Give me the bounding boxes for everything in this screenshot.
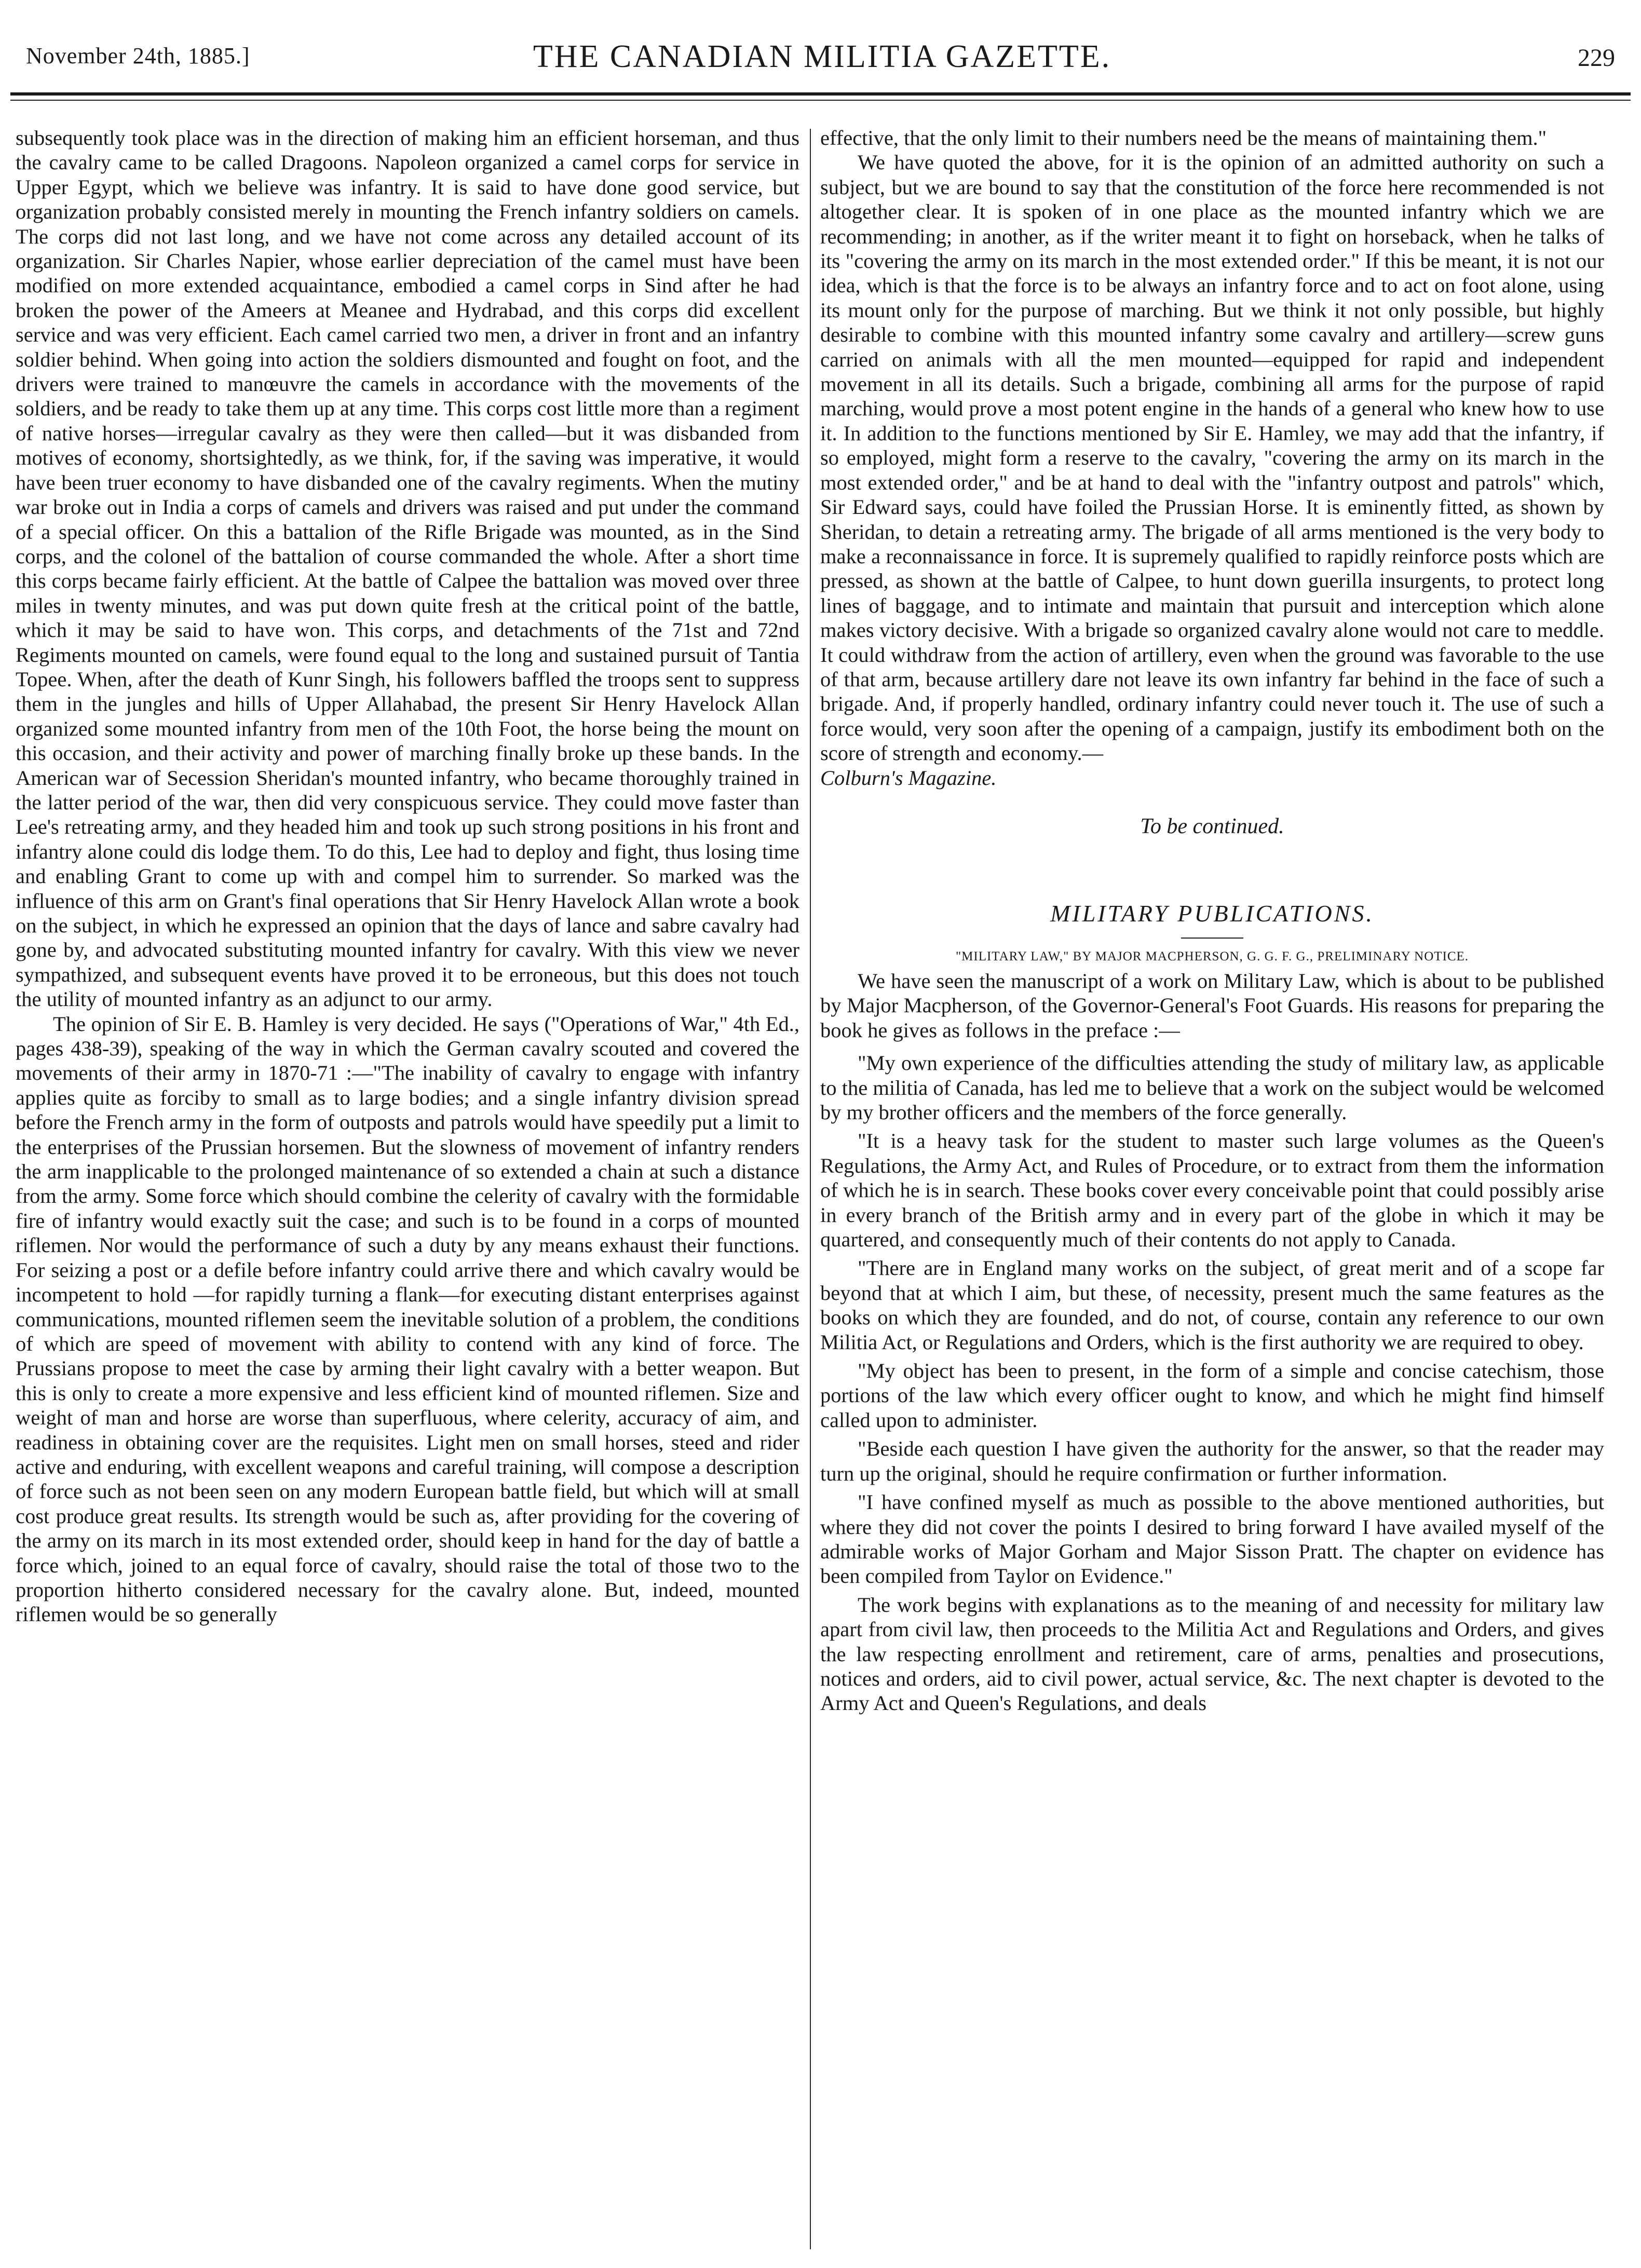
source-citation: Colburn's Magazine. [820,766,997,790]
issue-date: November 24th, 1885.] [26,43,250,69]
publication-paragraph: "I have confined myself as much as possible to the above mentioned authorities, but where they did not cover the points I desired to bring forward I have availed myself of the admirable works of Major Gorham and Major Sisson Pratt. The chapter on evidence has been compiled from Taylor on Evidence." [820,1490,1604,1588]
masthead [15,0,1630,78]
article-paragraph: effective, that the only limit to their numbers need be the means of maintaining them." [820,126,1547,150]
page-number: 229 [1578,44,1615,72]
publication-paragraph: "My object has been to present, in the form of a simple and concise catechism, those portions of the law which every officer ought to know, and which he might find himself called upon to administer. [820,1359,1604,1432]
publication-paragraph: We have seen the manuscript of a work on Military Law, which is about to be published by Major Macpherson, of the Governor-General's Foot Guards. His reasons for preparing the book he gives as follows in the preface :— [820,969,1604,1042]
section-title: MILITARY PUBLICATIONS. [1050,900,1374,927]
article-paragraph: The opinion of Sir E. B. Hamley is very decided. He says ("Operations of War," 4th Ed., pages 438-39), speaking of the way in which the German cavalry scouted and covered the movements of their army in 1870-71 :—"The inability of cavalry to engage with infantry applies quite as forciby to small as to large bodies; and a single infantry division spread before the French army in the form of outposts and patrols would have speedily put a limit to the enterprises of the Prussian horsemen. But the slowness of movement of infantry renders the arm inapplicable to the prolonged maintenance of so extended a chain at such a distance from the army. Some force which should combine the celerity of cavalry with the formidable fire of infantry would exactly suit the case; and such is to be found in a corps of mounted riflemen. Nor would the performance of such a duty by any means exhaust their functions. For seizing a post or a defile before infantry could arrive there and which cavalry would be incompetent to hold —for rapidly turning a flank—for executing distant enterprises against communications, mounted riflemen seem the inevitable solution of a problem, the conditions of which are speed of movement with ability to contend with any kind of force. The Prussians propose to meet the case by arming their light cavalry with a better weapon. But this is only to create a more expensive and less efficient kind of mounted riflemen. Size and weight of man and horse are worse than superfluous, where celerity, accuracy of aim, and readiness in obtaining cover are the requisites. Light men on small horses, steed and rider active and enduring, with excellent weapons and careful training, will compose a description of force such as not been seen on any modern European battle field, but which will at small cost produce great results. Its strength would be such as, after providing for the covering of the army on its march in its most extended order, should keep in hand for the day of battle a force which, joined to an equal force of cavalry, should raise the total of those two to the proportion hitherto considered necessary for the cavalry alone. But, indeed, mounted riflemen would be so generally [16,1012,799,1626]
publication-paragraph: "Beside each question I have given the authority for the answer, so that the reader may turn up the original, should he require confirmation or further information. [820,1437,1604,1485]
article-columns [16,126,1628,2256]
article-subhead: "MILITARY LAW," BY MAJOR MACPHERSON, G. G. F. G., PRELIMINARY NOTICE. [955,949,1469,963]
left-column [16,126,799,2256]
header-rule-thick [10,92,1631,96]
publication-paragraph: "It is a heavy task for the student to master such large volumes as the Queen's Regulations, the Army Act, and Rules of Procedure, or to extract from them the information of which he is in search. These books cover every conceivable point that could possibly arise in every branch of the British army and in every part of the globe in which it may be quartered, and consequently much of their contents do not apply to Canada. [820,1129,1604,1252]
header-rule-thin [10,100,1631,101]
publication-paragraph: The work begins with explanations as to the meaning of and necessity for military law apart from civil law, then proceeds to the Militia Act and Regulations and Orders, and gives the law respecting enrollment and retirement, care of arms, penalties and prosecutions, notices and orders, aid to civil power, actual service, &c. The next chapter is devoted to the Army Act and Queen's Regulations, and deals [820,1593,1604,1715]
publication-title: THE CANADIAN MILITIA GAZETTE. [533,39,1111,74]
right-column [820,126,1604,2256]
column-divider [810,129,811,2249]
section-rule [1181,938,1243,939]
publication-paragraph: "There are in England many works on the subject, of great merit and of a scope far beyond that at which I aim, but these, of necessity, present much the same features as the books on which they are founded, and do not, of course, contain any reference to our own Militia Act, or Regulations and Orders, which is the first authority we are required to obey. [820,1256,1604,1354]
article-paragraph: We have quoted the above, for it is the opinion of an admitted authority on such a subject, but we are bound to say that the constitution of the force here recommended is not altogether clear. It is spoken of in one place as the mounted infantry which we are recommending; in another, as if the writer meant it to fight on horseback, when he talks of its "covering the army on its march in the most extended order." If this be meant, it is not our idea, which is that the force is to be always an infantry force and to act on foot alone, using its mount only for the purpose of marching. But we think it not only possible, but highly desirable to combine with this mounted infantry some cavalry and artillery—screw guns carried on animals with all the men mounted—equipped for rapid and independent movement in all its details. Such a brigade, combining all arms for the purpose of rapid marching, would prove a most potent engine in the hands of a general who knew how to use it. In addition to the functions mentioned by Sir E. Hamley, we may add that the infantry, if so employed, might form a reserve to the cavalry, "covering the army on its march in the most extended order," and be at hand to deal with the "infantry outpost and patrols" which, Sir Edward says, could have foiled the Prussian Horse. It is eminently fitted, as shown by Sheridan, to detain a retreating army. The brigade of all arms mentioned is the very body to make a reconnaissance in force. It is supremely qualified to rapidly reinforce posts which are pressed, as shown at the battle of Calpee, to hunt down guerilla insurgents, to protect long lines of baggage, and to intimate and maintain that pursuit and interception which alone makes victory decisive. With a brigade so organized cavalry alone would not care to meddle. It could withdraw from the action of artillery, even when the ground was favorable to the use of that arm, because artillery dare not leave its own infantry far behind in the face of such a brigade. And, if properly handled, ordinary infantry could never touch it. The use of such a force would, very soon after the opening of a campaign, justify its embodiment both on the score of strength and economy.— [820,151,1604,765]
article-paragraph: subsequently took place was in the direction of making him an efficient horseman, and thus the cavalry came to be called Dragoons. Napoleon organized a camel corps for service in Upper Egypt, which we believe was infantry. It is said to have done good service, but organization probably consisted merely in mounting the French infantry soldiers on camels. The corps did not last long, and we have not come across any detailed account of its organization. Sir Charles Napier, whose earlier depreciation of the camel must have been modified on more extended acquaintance, embodied a camel corps in Sind after he had broken the power of the Ameers at Meanee and Hydrabad, and this corps did excellent service and was very efficient. Each camel carried two men, a driver in front and an infantry soldier behind. When going into action the soldiers dismounted and fought on foot, and the drivers were trained to manœuvre the camels in accordance with the movements of the soldiers, and be ready to take them up at any time. This corps cost little more than a regiment of native horses—irregular cavalry as they were then called—but it was disbanded from motives of economy, shortsightedly, as we think, for, if the saving was imperative, it would have been truer economy to have disbanded one of the cavalry regiments. When the mutiny war broke out in India a corps of camels and drivers was raised and put under the command of a special officer. On this a battalion of the Rifle Brigade was mounted, as in the Sind corps, and the colonel of the battalion of course commanded the whole. After a short time this corps became fairly efficient. At the battle of Calpee the battalion was moved over three miles in twenty minutes, and was put down quite fresh at the critical point of the battle, which it may be said to have won. This corps, and detachments of the 71st and 72nd Regiments mounted on camels, were found equal to the long and sustained pursuit of Tantia Topee. When, after the death of Kunr Singh, his followers baffled the troops sent to suppress them in the jungles and hills of Upper Allahabad, the present Sir Henry Havelock Allan organized some mounted infantry from men of the 10th Foot, the horse being the mount on this occasion, and their activity and power of marching finally broke up these bands. In the American war of Secession Sheridan's mounted infantry, who became thoroughly trained in the latter period of the war, then did very conspicuous service. They could move faster than Lee's retreating army, and they headed him and took up such strong positions in his front and infantry alone could dis lodge them. To do this, Lee had to deploy and fight, thus losing time and enabling Grant to come up with and compel him to surrender. So marked was the influence of this arm on Grant's final operations that Sir Henry Havelock Allan wrote a book on the subject, in which he expressed an opinion that the days of lance and sabre cavalry had gone by, and advocated substituting mounted infantry for cavalry. With this view we never sympathized, and subsequent events have proved it to be erroneous, but this does not touch the utility of mounted infantry as an adjunct to our army. [16,126,799,1011]
publication-paragraph: "My own experience of the difficulties attending the study of military law, as applicable to the militia of Canada, has led me to believe that a work on the subject would be welcomed by my brother officers and the members of the force generally. [820,1051,1604,1124]
continued-note: To be continued. [1140,814,1284,838]
